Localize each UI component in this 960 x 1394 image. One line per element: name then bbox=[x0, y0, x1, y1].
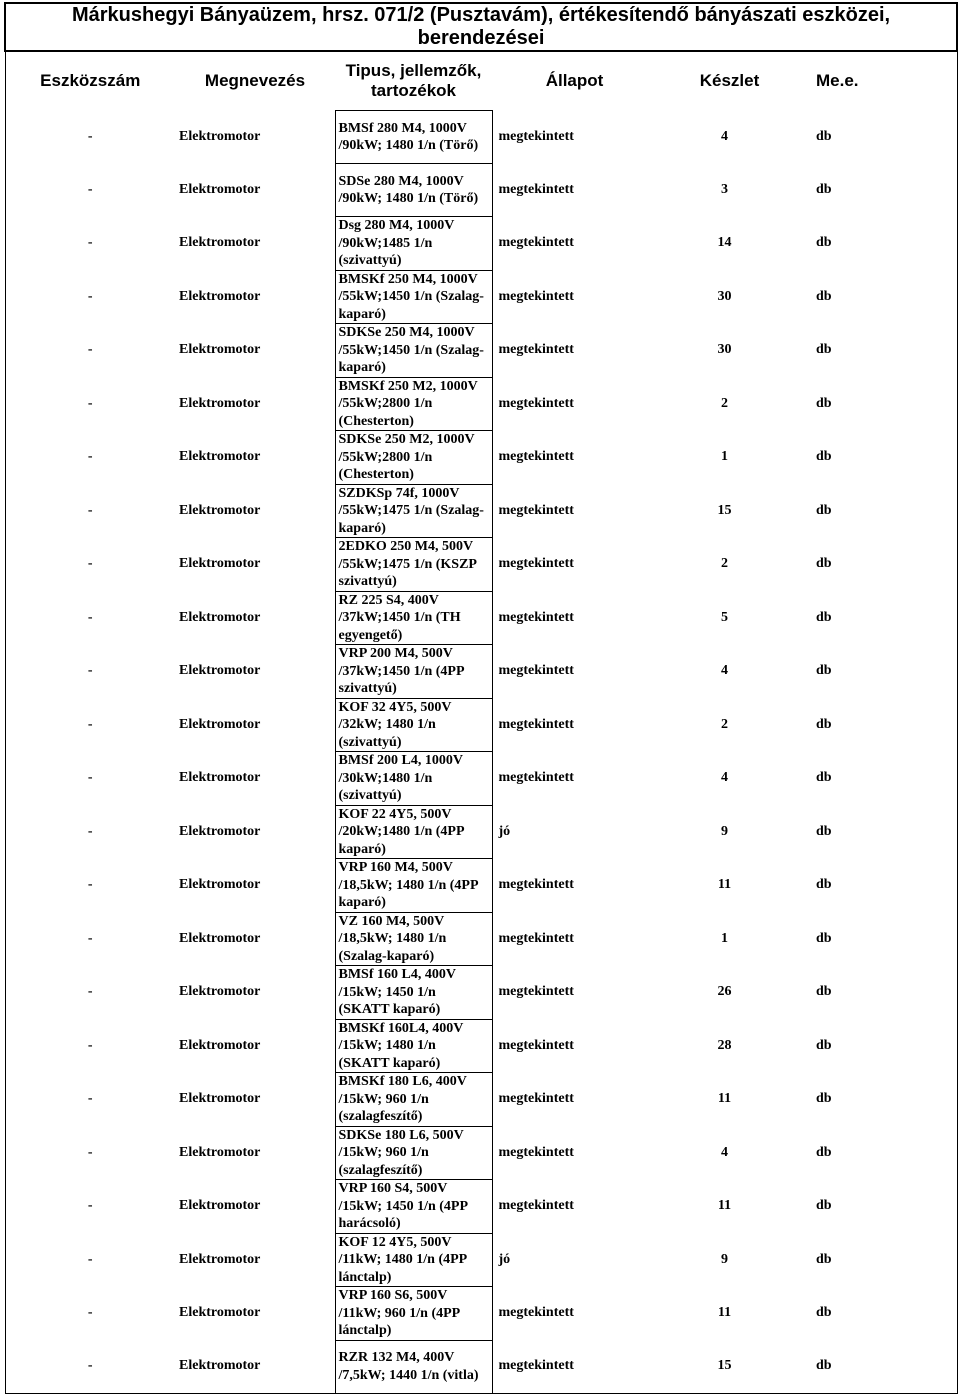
column-header-row bbox=[5, 51, 957, 111]
row-type bbox=[335, 1287, 492, 1341]
row-quantity: 14 bbox=[717, 235, 732, 251]
row-quantity: 4 bbox=[721, 663, 728, 679]
row-name: Elektromotor bbox=[179, 1251, 261, 1267]
row-unit: db bbox=[802, 805, 957, 859]
row-type-line: (szalagfeszítő) bbox=[338, 1162, 423, 1178]
row-unit: db bbox=[802, 164, 957, 217]
row-quantity: 11 bbox=[717, 877, 732, 893]
row-dash: - bbox=[5, 859, 175, 913]
row-type bbox=[335, 217, 492, 271]
row-name: Elektromotor bbox=[179, 716, 261, 732]
row-type-line: KOF 22 4Y5, 500V bbox=[338, 806, 452, 822]
row-type-line: VZ 160 M4, 500V bbox=[338, 913, 445, 929]
row-type-line: szivattyú) bbox=[338, 681, 397, 696]
row-type-line: /55kW;2800 1/n bbox=[338, 449, 433, 465]
row-state: megtekintett bbox=[498, 663, 574, 679]
row-state: megtekintett bbox=[498, 342, 574, 358]
row-type-line: SDKSe 180 L6, 500V bbox=[338, 1127, 464, 1143]
table-row bbox=[5, 324, 957, 378]
row-name: Elektromotor bbox=[179, 1037, 261, 1053]
row-type bbox=[335, 111, 492, 164]
col-header-type bbox=[335, 51, 492, 111]
table-row bbox=[5, 591, 957, 645]
row-quantity: 2 bbox=[721, 395, 728, 411]
row-state: megtekintett bbox=[492, 1340, 657, 1393]
row-type-line: SDKSe 250 M2, 1000V bbox=[338, 432, 475, 447]
row-name: Elektromotor bbox=[179, 235, 261, 251]
row-dash: - bbox=[5, 966, 175, 1020]
row-name: Elektromotor bbox=[179, 823, 261, 839]
row-unit: db bbox=[802, 1180, 957, 1234]
table-row bbox=[5, 859, 957, 913]
row-unit: db bbox=[802, 1126, 957, 1180]
row-type bbox=[335, 912, 492, 966]
row-type-line: (Chesterton) bbox=[338, 467, 414, 482]
table-row bbox=[5, 164, 957, 217]
row-name: Elektromotor bbox=[179, 449, 261, 465]
row-unit: db bbox=[802, 1340, 957, 1393]
col-header-name: Megnevezés bbox=[204, 71, 306, 91]
row-type bbox=[335, 698, 492, 752]
row-type bbox=[335, 538, 492, 592]
row-dash: - bbox=[5, 270, 175, 324]
row-state: megtekintett bbox=[498, 395, 574, 411]
row-type-line: kaparó) bbox=[338, 841, 386, 857]
inventory-sheet bbox=[4, 2, 956, 1394]
row-quantity: 4 bbox=[721, 770, 728, 786]
row-dash: - bbox=[5, 377, 175, 431]
row-type-line: (Szalag-kaparó) bbox=[338, 948, 435, 964]
row-dash: - bbox=[5, 1126, 175, 1180]
col-header-stock: Készlet bbox=[699, 71, 760, 91]
table-row bbox=[5, 431, 957, 485]
row-quantity: 9 bbox=[721, 823, 728, 839]
row-unit: db bbox=[802, 698, 957, 752]
row-quantity: 11 bbox=[717, 1305, 732, 1321]
row-state: jó bbox=[498, 1251, 511, 1267]
row-quantity: 2 bbox=[721, 556, 728, 572]
row-name: Elektromotor bbox=[179, 129, 261, 144]
table-row bbox=[5, 1126, 957, 1180]
row-name: Elektromotor bbox=[179, 182, 261, 197]
row-dash: - bbox=[5, 752, 175, 806]
row-quantity: 28 bbox=[717, 1037, 732, 1053]
row-unit: db bbox=[802, 1287, 957, 1341]
row-dash: - bbox=[5, 1180, 175, 1234]
row-type-line: (szivattyú) bbox=[338, 788, 402, 803]
row-name: Elektromotor bbox=[179, 502, 261, 518]
row-dash: - bbox=[5, 164, 175, 217]
row-name: Elektromotor bbox=[179, 556, 261, 572]
document-title: Márkushegyi Bányaüzem, hrsz. 071/2 (Pusztavám), értékesítendő bányászati eszközei, berendezései bbox=[5, 3, 957, 51]
row-type-line: kaparó) bbox=[338, 360, 386, 375]
col-header-unit: Me.e. bbox=[802, 51, 957, 111]
table-row bbox=[5, 1019, 957, 1073]
row-type bbox=[335, 752, 492, 806]
row-name: Elektromotor bbox=[179, 770, 261, 786]
row-type-line: BMSf 280 M4, 1000V bbox=[338, 120, 467, 136]
row-type-line: kaparó) bbox=[338, 306, 386, 322]
row-unit: db bbox=[802, 1019, 957, 1073]
row-type-line: SDSe 280 M4, 1000V bbox=[338, 173, 464, 189]
row-type bbox=[335, 859, 492, 913]
row-quantity: 4 bbox=[721, 129, 728, 144]
row-type-line: VRP 160 S4, 500V bbox=[338, 1181, 448, 1196]
row-type-line: (SKATT kaparó) bbox=[338, 1055, 441, 1071]
row-dash: - bbox=[5, 111, 175, 164]
table-row bbox=[5, 1180, 957, 1234]
row-name: Elektromotor bbox=[179, 609, 261, 625]
row-quantity: 11 bbox=[717, 1198, 732, 1214]
row-state: megtekintett bbox=[498, 1144, 574, 1160]
row-type bbox=[335, 1126, 492, 1180]
table-row bbox=[5, 912, 957, 966]
table-row bbox=[5, 966, 957, 1020]
row-unit: db bbox=[802, 431, 957, 485]
row-type-line: 2EDKO 250 M4, 500V bbox=[338, 539, 474, 554]
row-type bbox=[335, 966, 492, 1020]
table-row bbox=[5, 752, 957, 806]
row-name: Elektromotor bbox=[179, 984, 261, 1000]
row-unit: db bbox=[802, 217, 957, 271]
row-unit: db bbox=[802, 377, 957, 431]
row-type-line: RZR 132 M4, 400V bbox=[338, 1350, 455, 1365]
row-state: megtekintett bbox=[498, 556, 574, 572]
row-unit: db bbox=[802, 111, 957, 164]
row-quantity: 1 bbox=[721, 930, 728, 946]
row-type bbox=[335, 377, 492, 431]
row-type-line: BMSKf 160L4, 400V bbox=[338, 1020, 464, 1036]
row-type bbox=[335, 484, 492, 538]
row-name: Elektromotor bbox=[179, 288, 261, 304]
row-type-line: SDKSe 250 M4, 1000V bbox=[338, 325, 475, 340]
col-header-state: Állapot bbox=[545, 71, 604, 91]
row-type-line: (Chesterton) bbox=[338, 413, 414, 429]
row-unit: db bbox=[802, 645, 957, 699]
row-name: Elektromotor bbox=[179, 1198, 261, 1214]
row-dash: - bbox=[5, 324, 175, 378]
row-name: Elektromotor bbox=[179, 1091, 261, 1107]
row-type-line: /55kW;1475 1/n (Szalag- bbox=[338, 503, 484, 518]
col-header-id: Eszközszám bbox=[5, 51, 175, 111]
row-quantity: 30 bbox=[717, 288, 732, 304]
row-type-line: /15kW; 1450 1/n bbox=[338, 984, 436, 1000]
row-type bbox=[335, 1233, 492, 1287]
row-state: jó bbox=[498, 823, 511, 839]
row-type-line: kaparó) bbox=[338, 895, 386, 910]
row-type bbox=[335, 1180, 492, 1234]
row-dash: - bbox=[5, 1340, 175, 1393]
table-row bbox=[5, 805, 957, 859]
row-state: megtekintett bbox=[498, 1091, 574, 1107]
row-state: megtekintett bbox=[498, 235, 574, 251]
table-row bbox=[5, 1287, 957, 1341]
row-dash: - bbox=[5, 1233, 175, 1287]
row-name: Elektromotor bbox=[179, 1305, 261, 1321]
row-type bbox=[335, 591, 492, 645]
row-dash: - bbox=[5, 1019, 175, 1073]
row-dash: - bbox=[5, 1073, 175, 1127]
row-unit: db bbox=[802, 538, 957, 592]
row-type bbox=[335, 1340, 492, 1393]
row-type-line: /37kW;1450 1/n (TH bbox=[338, 610, 461, 625]
row-type-line: /90kW;1485 1/n bbox=[338, 235, 433, 251]
row-type-line: /11kW; 1480 1/n (4PP bbox=[338, 1252, 468, 1267]
row-quantity: 15 bbox=[717, 502, 732, 518]
row-type-line: KOF 12 4Y5, 500V bbox=[338, 1234, 452, 1250]
row-state: megtekintett bbox=[498, 716, 574, 732]
table-row bbox=[5, 538, 957, 592]
row-dash: - bbox=[5, 484, 175, 538]
row-state: megtekintett bbox=[498, 609, 574, 625]
table-row bbox=[5, 698, 957, 752]
row-quantity: 5 bbox=[721, 609, 728, 625]
row-unit: db bbox=[802, 1073, 957, 1127]
table-row bbox=[5, 217, 957, 271]
row-dash: - bbox=[5, 591, 175, 645]
row-type bbox=[335, 270, 492, 324]
row-type bbox=[335, 645, 492, 699]
row-name: Elektromotor bbox=[179, 930, 261, 946]
table-row bbox=[5, 1233, 957, 1287]
row-type-line: /32kW; 1480 1/n bbox=[338, 717, 436, 732]
row-type-line: /20kW;1480 1/n (4PP bbox=[338, 824, 465, 839]
row-quantity: 4 bbox=[721, 1144, 728, 1160]
table-row bbox=[5, 1073, 957, 1127]
row-type bbox=[335, 324, 492, 378]
row-unit: db bbox=[802, 1233, 957, 1287]
row-type-line: RZ 225 S4, 400V bbox=[338, 592, 439, 608]
row-name: Elektromotor bbox=[179, 877, 261, 893]
row-dash: - bbox=[5, 698, 175, 752]
row-type-line: BMSf 200 L4, 1000V bbox=[338, 753, 463, 768]
row-type-line: BMSKf 180 L6, 400V bbox=[338, 1074, 467, 1089]
row-state: megtekintett bbox=[498, 1037, 574, 1053]
row-state: megtekintett bbox=[498, 502, 574, 518]
row-quantity: 9 bbox=[721, 1251, 728, 1267]
row-type-line: /11kW; 960 1/n (4PP bbox=[338, 1305, 461, 1321]
row-quantity: 26 bbox=[717, 984, 732, 1000]
row-name: Elektromotor bbox=[179, 342, 261, 358]
row-type bbox=[335, 1019, 492, 1073]
row-unit: db bbox=[802, 591, 957, 645]
row-dash: - bbox=[5, 1287, 175, 1341]
row-type-line: /55kW;1475 1/n (KSZP bbox=[338, 556, 477, 572]
row-state: megtekintett bbox=[498, 1305, 574, 1321]
row-type-line: szivattyú) bbox=[338, 574, 397, 589]
row-name: Elektromotor bbox=[179, 1144, 261, 1160]
row-type bbox=[335, 164, 492, 217]
row-type-line: /90kW; 1480 1/n (Törő) bbox=[338, 191, 479, 206]
row-type-line: /15kW; 960 1/n bbox=[338, 1091, 429, 1107]
row-type bbox=[335, 1073, 492, 1127]
row-type-line: VRP 160 M4, 500V bbox=[338, 860, 453, 875]
row-type-line: egyengető) bbox=[338, 627, 403, 643]
row-dash: - bbox=[5, 645, 175, 699]
row-state: megtekintett bbox=[498, 129, 574, 144]
inventory-rows bbox=[5, 111, 957, 1394]
row-unit: db bbox=[802, 484, 957, 538]
row-state: megtekintett bbox=[498, 288, 574, 304]
row-name: Elektromotor bbox=[179, 395, 261, 411]
row-unit: db bbox=[802, 752, 957, 806]
row-type-line: /55kW;1450 1/n (Szalag- bbox=[338, 342, 484, 358]
row-type-line: BMSKf 250 M4, 1000V bbox=[338, 271, 478, 287]
row-type-line: SZDKSp 74f, 1000V bbox=[338, 485, 460, 501]
inventory-table bbox=[4, 2, 958, 1394]
row-type-line: /7,5kW; 1440 1/n (vitla) bbox=[338, 1367, 479, 1383]
row-type-line: lánctalp) bbox=[338, 1269, 392, 1285]
row-dash: - bbox=[5, 538, 175, 592]
row-unit: db bbox=[802, 966, 957, 1020]
row-type-line: /18,5kW; 1480 1/n bbox=[338, 931, 447, 946]
row-unit: db bbox=[802, 859, 957, 913]
row-type-line: /55kW;1450 1/n (Szalag- bbox=[338, 289, 484, 304]
row-quantity: 2 bbox=[721, 716, 728, 732]
row-state: megtekintett bbox=[498, 930, 574, 946]
row-quantity: 11 bbox=[717, 1091, 732, 1107]
row-type-line: (szivattyú) bbox=[338, 734, 402, 750]
row-type-line: /15kW; 1450 1/n (4PP bbox=[338, 1198, 469, 1214]
table-row bbox=[5, 484, 957, 538]
row-type-line: /15kW; 960 1/n bbox=[338, 1145, 429, 1160]
row-name: Elektromotor bbox=[175, 1340, 335, 1393]
row-type-line: (szalagfeszítő) bbox=[338, 1109, 423, 1124]
row-type-line: (SKATT kaparó) bbox=[338, 1002, 441, 1017]
table-row bbox=[5, 111, 957, 164]
row-state: megtekintett bbox=[498, 449, 574, 465]
table-row bbox=[5, 270, 957, 324]
row-type-line: VRP 160 S6, 500V bbox=[338, 1288, 448, 1303]
row-type-line: (szivattyú) bbox=[338, 253, 402, 268]
table-row bbox=[5, 377, 957, 431]
row-unit: db bbox=[802, 270, 957, 324]
row-type-line: KOF 32 4Y5, 500V bbox=[338, 699, 452, 715]
row-state: megtekintett bbox=[498, 984, 574, 1000]
row-type-line: lánctalp) bbox=[338, 1323, 392, 1338]
row-type-line: /15kW; 1480 1/n bbox=[338, 1038, 436, 1053]
row-type-line: kaparó) bbox=[338, 520, 386, 536]
row-quantity: 3 bbox=[721, 182, 728, 197]
row-quantity: 30 bbox=[717, 342, 732, 358]
row-type-line: BMSKf 250 M2, 1000V bbox=[338, 378, 478, 394]
row-quantity: 15 bbox=[657, 1340, 802, 1393]
row-type-line: /55kW;2800 1/n bbox=[338, 396, 433, 411]
row-name: Elektromotor bbox=[179, 663, 261, 679]
row-type-line: harácsoló) bbox=[338, 1216, 401, 1231]
row-type-line: /18,5kW; 1480 1/n (4PP bbox=[338, 877, 479, 893]
row-dash: - bbox=[5, 912, 175, 966]
row-state: megtekintett bbox=[498, 770, 574, 786]
row-type-line: Dsg 280 M4, 1000V bbox=[338, 218, 455, 233]
row-state: megtekintett bbox=[498, 877, 574, 893]
row-dash: - bbox=[5, 805, 175, 859]
row-unit: db bbox=[802, 912, 957, 966]
row-type-line: /90kW; 1480 1/n (Törő) bbox=[338, 138, 479, 153]
row-type-line: BMSf 160 L4, 400V bbox=[338, 967, 456, 982]
table-row bbox=[5, 645, 957, 699]
row-dash: - bbox=[5, 431, 175, 485]
table-row bbox=[5, 1340, 957, 1393]
row-dash: - bbox=[5, 217, 175, 271]
row-quantity: 1 bbox=[721, 449, 728, 465]
row-type-line: /37kW;1450 1/n (4PP bbox=[338, 663, 465, 679]
row-state: megtekintett bbox=[498, 1198, 574, 1214]
row-state: megtekintett bbox=[498, 182, 574, 197]
row-type-line: VRP 200 M4, 500V bbox=[338, 646, 453, 661]
row-type bbox=[335, 805, 492, 859]
row-type-line: /30kW;1480 1/n bbox=[338, 770, 433, 786]
col-header-type-line1: Tipus, jellemzők, bbox=[345, 61, 482, 80]
row-type bbox=[335, 431, 492, 485]
col-header-type-line2: tartozékok bbox=[370, 81, 457, 100]
row-unit: db bbox=[802, 324, 957, 378]
